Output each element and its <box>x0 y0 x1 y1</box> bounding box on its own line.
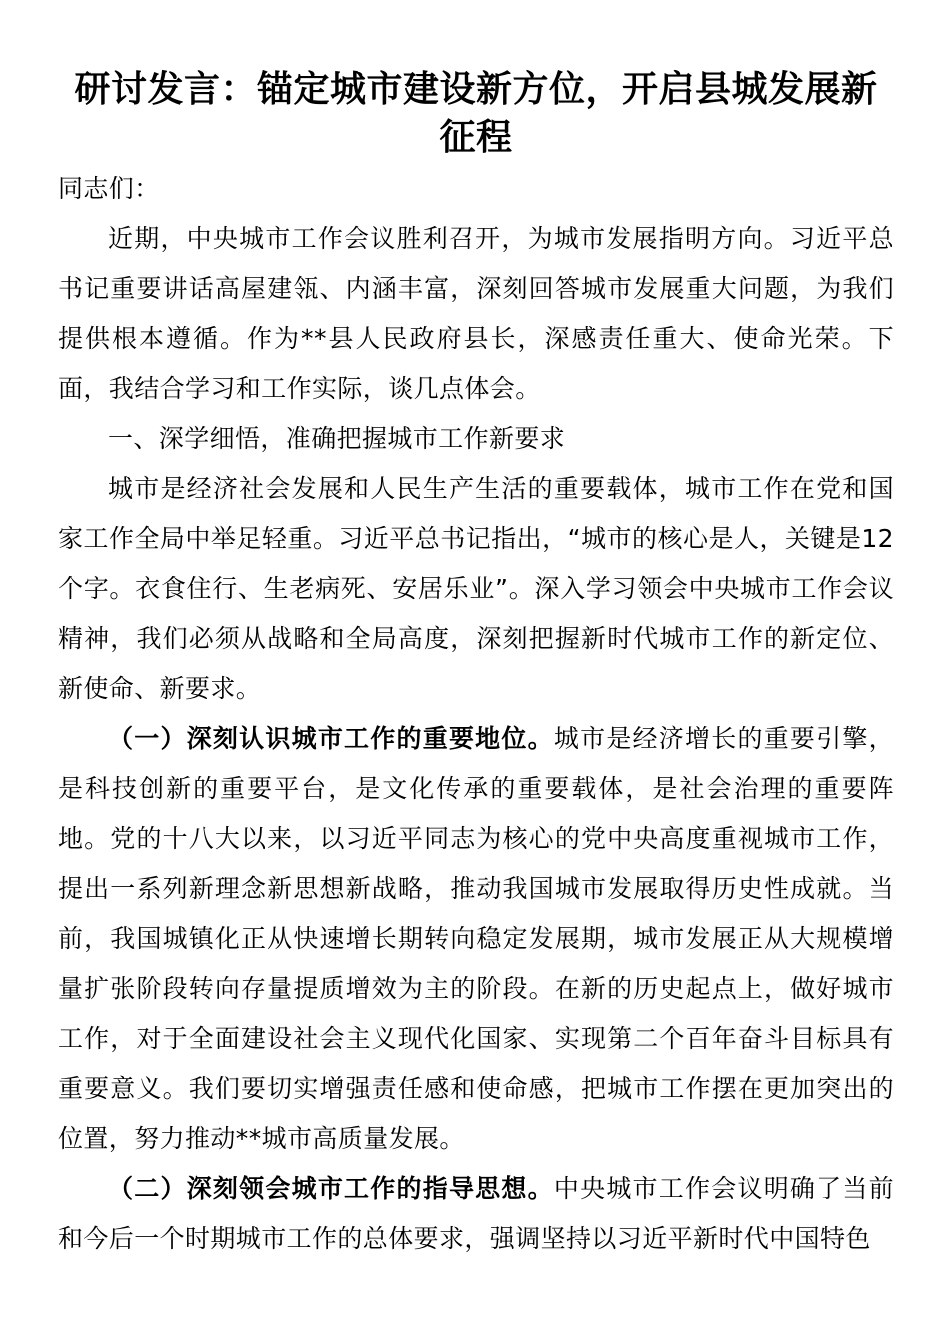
subsection-1-heading: （一）深刻认识城市工作的重要地位。 <box>108 724 554 753</box>
subsection-2-paragraph <box>58 1164 894 1264</box>
subsection-2-heading: （二）深刻领会城市工作的指导思想。 <box>108 1174 554 1203</box>
greeting: 同志们： <box>58 174 160 203</box>
subsection-2-text: 中央城市工作会议明确了当前和今后一个时期城市工作的总体要求，强调坚持以习近平新时代中国特色 <box>58 1174 895 1253</box>
subsection-1-text: 城市是经济增长的重要引擎，是科技创新的重要平台，是文化传承的重要载体，是社会治理的重要阵地。党的十八大以来，以习近平同志为核心的党中央高度重视城市工作，提出一系列新理念新思想新战略，推动我国城市发展取得历史性成就。当前，我国城镇化正从快速增长期转向稳定发展期，城市发展正从大规模增量扩张阶段转向存量提质增效为主的阶段。在新的历史起点上，做好城市工作，对于全面建设社会主义现代化国家、实现第二个百年奋斗目标具有重要意义。我们要切实增强责任感和使命感，把城市工作摆在更加突出的位置，努力推动**城市高质量发展。 <box>58 724 895 1153</box>
subsection-1-paragraph <box>58 714 894 1164</box>
section-heading-1: 一、深学细悟，准确把握城市工作新要求 <box>108 424 566 453</box>
body-paragraph: 城市是经济社会发展和人民生产生活的重要载体，城市工作在党和国家工作全局中举足轻重。习近平总书记指出，“城市的核心是人，关键是12个字。衣食住行、生老病死、安居乐业”。深入学习领会中央城市工作会议精神，我们必须从战略和全局高度，深刻把握新时代城市工作的新定位、新使命、新要求。 <box>58 474 894 703</box>
intro-paragraph: 近期，中央城市工作会议胜利召开，为城市发展指明方向。习近平总书记重要讲话高屋建瓴、内涵丰富，深刻回答城市发展重大问题，为我们提供根本遵循。作为**县人民政府县长，深感责任重大、使命光荣。下面，我结合学习和工作实际，谈几点体会。 <box>58 224 894 403</box>
document-page <box>58 66 894 1264</box>
document-title: 研讨发言：锚定城市建设新方位，开启县城发展新征程 <box>74 69 878 158</box>
